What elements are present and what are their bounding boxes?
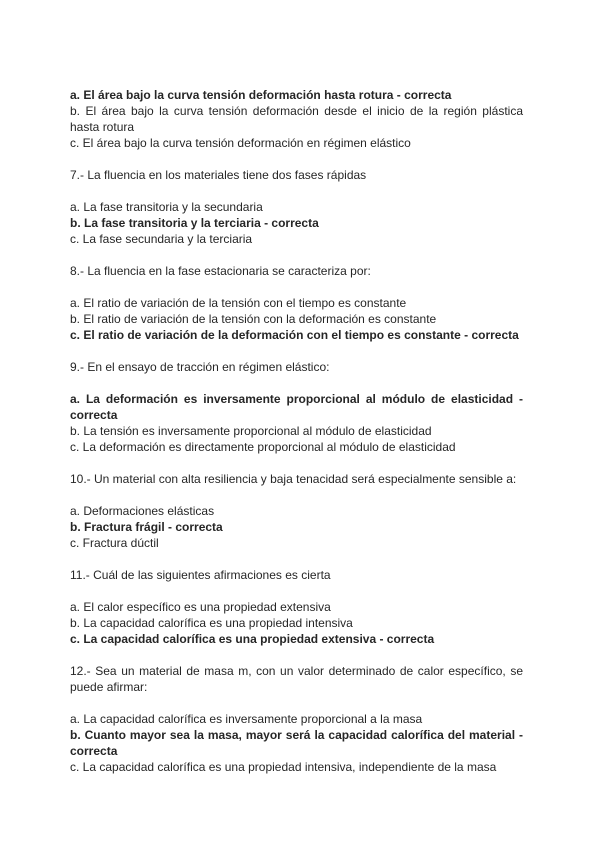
answer-option: b. La capacidad calorífica es una propiedad intensiva bbox=[70, 616, 353, 630]
question-text bbox=[70, 663, 523, 695]
answer-option-correct: c. La capacidad calorífica es una propiedad extensiva - correcta bbox=[70, 632, 435, 646]
question-text: 11.- Cuál de las siguientes afirmaciones es cierta bbox=[70, 568, 331, 582]
question-text: 8.- La fluencia en la fase estacionaria se caracteriza por: bbox=[70, 264, 371, 278]
answer-option-correct bbox=[70, 391, 523, 423]
answer-option-correct: b. La fase transitoria y la terciaria - correcta bbox=[70, 216, 319, 230]
answer-option: c. El área bajo la curva tensión deformación en régimen elástico bbox=[70, 136, 411, 150]
answer-option-line: correcta bbox=[70, 408, 118, 422]
answer-option: a. El calor específico es una propiedad extensiva bbox=[70, 600, 331, 614]
question-9-options bbox=[70, 391, 523, 455]
answer-option-line: correcta bbox=[70, 744, 118, 758]
question-12-options bbox=[70, 711, 523, 775]
answer-option-line: hasta rotura bbox=[70, 120, 135, 134]
answer-option: c. Fractura dúctil bbox=[70, 536, 159, 550]
answer-option-line: a. La deformación es inversamente proporcional al módulo de elasticidad - bbox=[70, 392, 523, 406]
question-11-options bbox=[70, 599, 523, 647]
answer-option-correct bbox=[70, 727, 523, 759]
answer-option: b. El ratio de variación de la tensión con la deformación es constante bbox=[70, 312, 437, 326]
answer-option: a. Deformaciones elásticas bbox=[70, 504, 215, 518]
answer-option-correct: a. El área bajo la curva tensión deformación hasta rotura - correcta bbox=[70, 88, 452, 102]
answer-option: a. El ratio de variación de la tensión con el tiempo es constante bbox=[70, 296, 407, 310]
answer-option bbox=[70, 103, 523, 135]
answer-option: b. La tensión es inversamente proporcional al módulo de elasticidad bbox=[70, 424, 432, 438]
question-text: 7.- La fluencia en los materiales tiene dos fases rápidas bbox=[70, 168, 367, 182]
answer-option: a. La capacidad calorífica es inversamente proporcional a la masa bbox=[70, 712, 423, 726]
question-text-line: puede afirmar: bbox=[70, 680, 148, 694]
question-8-options bbox=[70, 295, 523, 343]
answer-option: c. La deformación es directamente proporcional al módulo de elasticidad bbox=[70, 440, 456, 454]
question-text: 10.- Un material con alta resiliencia y baja tenacidad será especialmente sensible a: bbox=[70, 472, 517, 486]
question-6-options bbox=[70, 87, 523, 151]
answer-option: a. La fase transitoria y la secundaria bbox=[70, 200, 263, 214]
answer-option-correct: b. Fractura frágil - correcta bbox=[70, 520, 223, 534]
answer-option: c. La fase secundaria y la terciaria bbox=[70, 232, 253, 246]
answer-option-correct: c. El ratio de variación de la deformación con el tiempo es constante - correcta bbox=[70, 328, 519, 342]
answer-option-line: b. Cuanto mayor sea la masa, mayor será la capacidad calorífica del material - bbox=[70, 728, 523, 742]
question-text-line: 12.- Sea un material de masa m, con un valor determinado de calor específico, se bbox=[70, 664, 523, 678]
question-7-options bbox=[70, 199, 523, 247]
answer-option-line: b. El área bajo la curva tensión deformación desde el inicio de la región plástica bbox=[70, 104, 523, 118]
question-text: 9.- En el ensayo de tracción en régimen elástico: bbox=[70, 360, 330, 374]
answer-option: c. La capacidad calorífica es una propiedad intensiva, independiente de la masa bbox=[70, 760, 497, 774]
question-10-options bbox=[70, 503, 523, 551]
